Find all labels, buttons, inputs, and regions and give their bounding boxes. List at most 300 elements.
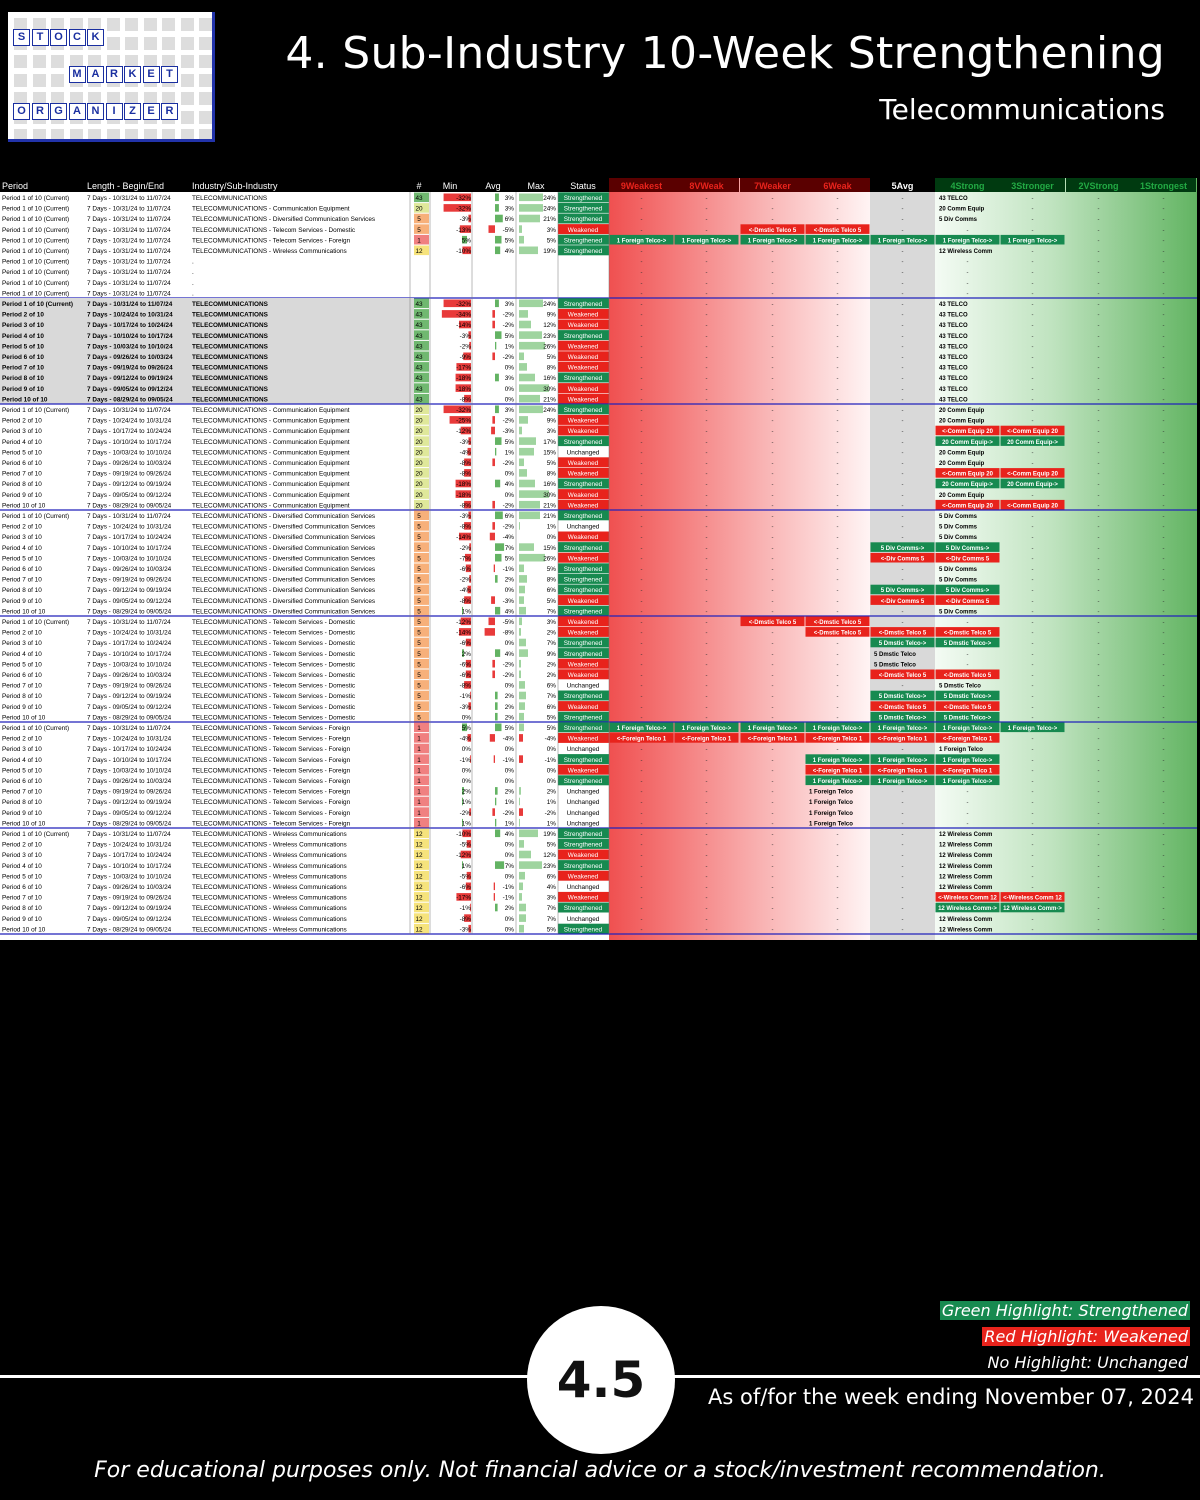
rank-dash: - (1031, 800, 1034, 807)
cell-min: 0% (461, 778, 471, 785)
rank-dash: - (771, 408, 774, 414)
cell-count: 5 (417, 587, 421, 595)
rank-dash: - (1031, 832, 1034, 838)
rank-dash: - (1097, 863, 1100, 870)
rank-dash: - (1162, 673, 1165, 679)
cell-max: 7% (546, 608, 556, 616)
cell-length: 7 Days - 08/29/24 to 09/05/24 (87, 502, 172, 510)
rank-dash: - (901, 365, 904, 372)
cell-max: 17% (543, 438, 556, 446)
cell-industry: TELECOMMUNICATIONS - Communication Equipment (192, 502, 350, 510)
cell-avg: -4% (502, 534, 514, 542)
cell-max: 21% (543, 216, 556, 224)
rank-dash: - (640, 344, 643, 351)
logo-grid-cell (181, 37, 194, 50)
rank-dash: - (705, 906, 708, 913)
cell-count: 12 (415, 905, 423, 913)
cell-industry: TELECOMMUNICATIONS - Communication Equipment (192, 481, 350, 489)
cell-count: 43 (415, 385, 423, 393)
rank-dash: - (771, 704, 774, 711)
rank-label: 1 Foreign Telco-> (1007, 726, 1058, 732)
rank-dash: - (705, 450, 708, 457)
rank-dash: - (836, 863, 839, 870)
cell-avg: -1% (502, 894, 514, 902)
rank-dash: - (705, 227, 708, 234)
rank-dash: - (901, 408, 904, 414)
rank-label: 1 Foreign Telco-> (812, 238, 863, 245)
max-bar (519, 321, 531, 329)
logo-grid-cell (199, 37, 212, 50)
cell-length: 7 Days - 10/24/24 to 10/31/24 (87, 523, 172, 531)
rank-label: 1 Foreign Telco-> (747, 726, 798, 732)
cell-period: Period 1 of 10 (Current) (2, 216, 70, 224)
rank-dash: - (1097, 418, 1100, 425)
rank-dash: - (1031, 577, 1034, 584)
rank-dash: - (901, 567, 904, 573)
rank-dash: - (901, 906, 904, 913)
cell-industry: TELECOMMUNICATIONS - Telecom Services - Domestic (192, 703, 356, 711)
cell-period: Period 3 of 10 (2, 322, 44, 330)
rank-dash: - (1031, 206, 1034, 213)
rank-label: 20 Comm Equip (939, 450, 985, 457)
cell-max: 5% (546, 597, 556, 605)
cell-industry: TELECOMMUNICATIONS - Telecom Services - Domestic (192, 672, 356, 679)
rank-dash: - (1097, 810, 1100, 817)
cell-min: -6% (459, 640, 471, 648)
rank-dash: - (1162, 503, 1165, 510)
logo-grid-cell (199, 111, 212, 124)
cell-count: 5 (417, 597, 421, 605)
rank-dash: - (901, 821, 904, 828)
cell-length: 7 Days - 10/03/24 to 10/10/24 (87, 555, 172, 563)
rank-dash: - (1097, 842, 1100, 849)
rank-dash: - (771, 524, 774, 531)
logo-letter: K (124, 66, 141, 83)
rank-dash: - (836, 196, 839, 202)
cell-min: 2% (461, 788, 471, 796)
rank-header-5: 5Avg (891, 181, 914, 191)
cell-min: -32% (456, 301, 471, 308)
cell-industry: TELECOMMUNICATIONS - Diversified Communication Services (192, 587, 376, 595)
cell-length: 7 Days - 10/03/24 to 10/10/24 (87, 767, 172, 775)
cell-count: 5 (417, 513, 421, 520)
cell-industry: TELECOMMUNICATIONS - Wireless Communications (192, 831, 347, 838)
rank-header-1: 1Strongest (1139, 181, 1188, 191)
cell-length: 7 Days - 09/19/24 to 09/26/24 (87, 682, 172, 690)
cell-min: -3% (459, 332, 471, 340)
cell-max: 3% (546, 226, 556, 234)
cell-industry: TELECOMMUNICATIONS - Telecom Services - Foreign (192, 237, 351, 245)
cell-length: 7 Days - 09/12/24 to 09/19/24 (87, 481, 172, 489)
cell-length: 7 Days - 10/24/24 to 10/31/24 (87, 629, 172, 637)
cell-avg: 0% (504, 746, 514, 754)
rank-label: 1 Foreign Telco-> (942, 726, 993, 732)
rank-dash: - (901, 429, 904, 436)
rank-header-7: 7Weaker (754, 181, 791, 191)
rank-dash: - (640, 524, 643, 531)
cell-min: -18% (456, 481, 471, 489)
cell-period: Period 10 of 10 (2, 714, 46, 722)
rank-dash: - (705, 514, 708, 520)
max-bar (519, 416, 528, 424)
max-bar (519, 787, 521, 795)
cell-industry: TELECOMMUNICATIONS - Diversified Communication Services (192, 544, 376, 552)
rank-dash: - (1031, 450, 1034, 457)
cell-length: 7 Days - 10/03/24 to 10/10/24 (87, 873, 172, 881)
cell-length: 7 Days - 10/31/24 to 11/07/24 (87, 301, 173, 308)
rank-dash: - (640, 694, 643, 701)
rank-dash: - (1162, 259, 1165, 266)
rank-dash: - (901, 291, 904, 298)
rank-label: 5 Div Comms (939, 524, 978, 531)
rank-dash: - (1031, 821, 1034, 828)
cell-count: 12 (415, 894, 423, 902)
rank-dash: - (771, 588, 774, 595)
cell-min: 1% (461, 608, 471, 616)
max-bar (519, 724, 524, 732)
rank-dash: - (705, 630, 708, 637)
cell-status: Weakened (567, 597, 599, 605)
rank-dash: - (1162, 312, 1165, 319)
cell-min: -4% (459, 449, 471, 457)
rank-dash: - (1162, 514, 1165, 520)
cell-period: Period 1 of 10 (Current) (2, 269, 70, 277)
max-bar (519, 734, 523, 742)
rank-dash: - (1162, 577, 1165, 584)
rank-label: 12 Wireless Comm (939, 863, 993, 870)
rank-dash: - (640, 386, 643, 393)
rank-dash: - (640, 482, 643, 489)
rank-dash: - (1097, 630, 1100, 637)
cell-count: 1 (417, 767, 421, 775)
cell-min: -8% (459, 915, 471, 923)
rank-label: 5 Dmstic Telco-> (878, 694, 927, 701)
cell-period: Period 9 of 10 (2, 385, 44, 393)
rank-dash: - (640, 503, 643, 510)
rank-dash: - (1097, 270, 1100, 277)
cell-max: 6% (546, 587, 556, 595)
logo-letter: O (13, 103, 30, 120)
rank-dash: - (1031, 259, 1034, 266)
rank-dash: - (1031, 927, 1034, 934)
rank-dash: - (1031, 588, 1034, 595)
cell-length: 7 Days - 10/31/24 to 11/07/24 (87, 258, 171, 266)
cell-industry: TELECOMMUNICATIONS (192, 322, 268, 330)
rank-dash: - (1097, 895, 1100, 902)
rank-dash: - (1162, 291, 1165, 298)
cell-period: Period 1 of 10 (Current) (2, 237, 70, 245)
cell-count: 12 (415, 926, 423, 934)
cell-avg: -1% (502, 566, 514, 573)
cell-status: Strengthened (563, 905, 603, 913)
max-bar (519, 660, 521, 668)
avg-bar (495, 702, 498, 710)
cell-avg: 1% (504, 820, 514, 828)
rank-label: <-Div Comms 5 (945, 556, 990, 563)
cell-avg: 0% (504, 470, 514, 478)
rank-dash: - (705, 916, 708, 923)
cell-status: Weakened (567, 555, 599, 563)
rank-dash: - (705, 471, 708, 478)
rank-label: 1 Foreign Telco-> (942, 779, 993, 785)
cell-min: -2% (459, 576, 471, 584)
cell-length: 7 Days - 10/31/24 to 11/07/24 (87, 248, 171, 255)
rank-label: <-Foreign Telco 1 (681, 736, 732, 743)
cell-period: Period 3 of 10 (2, 428, 42, 436)
rank-label: <-Dmstic Telco 5 (748, 620, 797, 626)
cell-status: Unchanged (566, 884, 600, 891)
avg-bar (495, 798, 496, 806)
rank-label: 5 Div Comms (939, 609, 978, 616)
legend-strengthened: Green Highlight: Strengthened (941, 1301, 1188, 1320)
rank-dash: - (640, 439, 643, 446)
rank-dash: - (836, 280, 839, 287)
cell-min: -8% (459, 523, 471, 531)
cell-status: Unchanged (566, 915, 600, 923)
rank-dash: - (901, 471, 904, 478)
cell-length: 7 Days - 10/31/24 to 11/07/24 (87, 216, 171, 224)
cell-status: Strengthened (563, 481, 603, 489)
rank-dash: - (771, 779, 774, 785)
cell-period: Period 10 of 10 (2, 820, 46, 828)
rank-dash: - (705, 874, 708, 881)
rank-dash: - (1031, 249, 1034, 255)
rank-dash: - (1162, 471, 1165, 478)
cell-min: -8% (459, 597, 471, 605)
max-bar (519, 247, 538, 255)
page-title: 4. Sub-Industry 10-Week Strengthening (285, 28, 1165, 79)
cell-industry: TELECOMMUNICATIONS - Communication Equipment (192, 407, 350, 414)
rank-dash: - (836, 683, 839, 690)
max-bar (519, 374, 535, 382)
rank-dash: - (705, 927, 708, 934)
cell-count: 5 (417, 544, 421, 552)
rank-dash: - (771, 429, 774, 436)
rank-dash: - (901, 842, 904, 849)
rank-dash: - (705, 291, 708, 298)
cell-length: 7 Days - 10/31/24 to 11/07/24 (87, 269, 171, 277)
rank-dash: - (836, 217, 839, 224)
rank-dash: - (1031, 736, 1034, 743)
rank-dash: - (836, 482, 839, 489)
rank-dash: - (771, 492, 774, 499)
avg-bar (492, 522, 495, 530)
rank-dash: - (901, 535, 904, 542)
header-length: Length - Begin/End (87, 181, 165, 191)
rank-dash: - (771, 662, 774, 669)
rank-dash: - (1097, 471, 1100, 478)
rank-dash: - (640, 832, 643, 838)
rank-dash: - (836, 906, 839, 913)
cell-avg: -2% (502, 502, 514, 510)
legend-unchanged: No Highlight: Unchanged (987, 1353, 1188, 1372)
cell-status: Strengthened (563, 205, 603, 213)
cell-length: 7 Days - 10/31/24 to 11/07/24 (87, 513, 171, 520)
rank-dash: - (901, 461, 904, 467)
rank-dash: - (771, 874, 774, 881)
cell-max: 5% (546, 354, 556, 361)
logo-grid-cell (33, 74, 46, 87)
rank-dash: - (705, 715, 708, 722)
rank-dash: - (1031, 609, 1034, 616)
cell-industry: TELECOMMUNICATIONS - Telecom Services - Foreign (192, 820, 351, 828)
cell-industry: TELECOMMUNICATIONS - Communication Equipment (192, 449, 350, 457)
cell-avg: 6% (504, 216, 514, 224)
rank-dash: - (771, 418, 774, 425)
cell-max: 19% (543, 248, 556, 255)
cell-count: 43 (415, 396, 423, 404)
rank-label: 5 Dmstic Telco-> (878, 715, 927, 722)
rank-dash: - (1097, 492, 1100, 499)
rank-dash: - (705, 863, 708, 870)
logo-letter: T (32, 29, 49, 46)
max-bar (519, 353, 524, 361)
avg-bar (495, 861, 504, 869)
rank-dash: - (901, 482, 904, 489)
cell-length: 7 Days - 10/17/24 to 10/24/24 (87, 322, 173, 330)
rank-dash: - (1162, 333, 1165, 340)
rank-dash: - (836, 588, 839, 595)
cell-avg: 0% (504, 587, 514, 595)
rank-dash: - (836, 206, 839, 213)
rank-dash: - (1097, 355, 1100, 361)
cell-min: -10% (456, 248, 471, 255)
rank-dash: - (1162, 535, 1165, 542)
rank-dash: - (771, 885, 774, 891)
avg-bar (489, 618, 496, 626)
rank-dash: - (901, 386, 904, 393)
rank-dash: - (771, 439, 774, 446)
cell-min: -6% (459, 884, 471, 891)
max-bar (519, 883, 523, 891)
cell-min: 1% (461, 820, 471, 828)
avg-bar (494, 883, 495, 891)
cell-avg: -1% (502, 756, 514, 764)
cell-avg: 0% (504, 852, 514, 860)
rank-dash: - (1031, 620, 1034, 626)
cell-length: 7 Days - 10/31/24 to 11/07/24 (87, 725, 171, 732)
cell-count: 12 (415, 841, 423, 849)
cell-industry: TELECOMMUNICATIONS - Telecom Services - Domestic (192, 650, 356, 658)
cell-count: 5 (417, 650, 421, 658)
cell-avg: 1% (504, 799, 514, 807)
cell-industry: TELECOMMUNICATIONS (192, 375, 268, 383)
cell-industry: TELECOMMUNICATIONS - Diversified Communication Services (192, 597, 376, 605)
rank-dash: - (705, 577, 708, 584)
rank-dash: - (1097, 641, 1100, 648)
rank-dash: - (901, 206, 904, 213)
rank-label: 12 Wireless Comm (939, 916, 993, 923)
rank-dash: - (836, 874, 839, 881)
cell-length: 7 Days - 09/19/24 to 09/26/24 (87, 470, 172, 478)
cell-length: 7 Days - 10/31/24 to 11/07/24 (87, 237, 171, 245)
avg-bar (495, 607, 500, 615)
rank-dash: - (771, 482, 774, 489)
cell-length: 7 Days - 10/17/24 to 10/24/24 (87, 746, 172, 754)
rank-dash: - (640, 715, 643, 722)
cell-avg: 6% (504, 513, 514, 520)
cell-status: Weakened (567, 226, 599, 234)
cell-min: -10% (456, 831, 471, 838)
rank-dash: - (1162, 249, 1165, 255)
cell-period: Period 6 of 10 (2, 884, 42, 891)
cell-min: 0% (461, 746, 471, 754)
cell-length: 7 Days - 09/05/24 to 09/12/24 (87, 809, 172, 817)
avg-bar (492, 416, 495, 424)
rank-label: <-Comm Equip 20 (942, 471, 993, 478)
rank-dash: - (640, 333, 643, 340)
cell-length: 7 Days - 10/31/24 to 11/07/24 (87, 279, 171, 287)
cell-count: 5 (417, 640, 421, 648)
cell-industry: TELECOMMUNICATIONS - Wireless Communications (192, 248, 347, 255)
avg-bar (490, 734, 495, 742)
cell-count: 12 (415, 862, 423, 870)
max-bar (519, 565, 524, 573)
cell-length: 7 Days - 10/10/24 to 10/17/24 (87, 862, 172, 870)
rank-dash: - (1097, 832, 1100, 838)
cell-length: 7 Days - 10/17/24 to 10/24/24 (87, 428, 172, 436)
avg-bar (495, 904, 498, 912)
cell-avg: -2% (502, 311, 514, 319)
cell-period: Period 5 of 10 (2, 449, 42, 457)
rank-label: 5 Div Comms (939, 577, 978, 584)
cell-max: 23% (543, 862, 556, 870)
cell-min: 1% (461, 862, 471, 870)
cell-count: 5 (417, 693, 421, 701)
rank-label: 12 Wireless Comm-> (1003, 906, 1062, 913)
rank-label: 1 Foreign Telco (809, 810, 853, 817)
cell-max: 15% (543, 544, 556, 552)
rank-label: 1 Foreign Telco-> (681, 726, 732, 732)
cell-period: Period 5 of 10 (2, 343, 44, 351)
rank-dash: - (771, 291, 774, 298)
cell-count: 20 (415, 449, 423, 457)
rank-label: <-Dmstic Telco 5 (943, 704, 992, 711)
logo-grid-cell (162, 18, 175, 31)
cell-length: 7 Days - 08/29/24 to 09/05/24 (87, 714, 172, 722)
rank-label: <-Dmstic Telco 5 (813, 620, 862, 626)
rank-dash: - (1162, 874, 1165, 881)
cell-min: -5% (459, 841, 471, 849)
rank-dash: - (1162, 217, 1165, 224)
cell-industry: . (192, 269, 194, 277)
max-bar (519, 225, 522, 233)
rank-dash: - (1031, 747, 1034, 754)
cell-avg: 3% (504, 195, 514, 202)
cell-count: 5 (417, 523, 421, 531)
rank-dash: - (771, 535, 774, 542)
rank-label: 5 Div Comms-> (880, 588, 925, 595)
cell-count: 43 (415, 332, 423, 340)
cell-period: Period 3 of 10 (2, 640, 42, 648)
avg-bar (495, 247, 500, 255)
rank-label: 5 Dmstic Telco (874, 651, 916, 658)
rank-dash: - (1162, 482, 1165, 489)
cell-length: 7 Days - 10/10/24 to 10/17/24 (87, 332, 173, 340)
cell-min: -6% (459, 672, 471, 679)
rank-dash: - (1097, 567, 1100, 573)
rank-label: 5 Div Comms (939, 514, 978, 520)
rank-dash: - (901, 863, 904, 870)
cell-max: 0% (546, 746, 556, 754)
cell-status: Weakened (567, 322, 599, 330)
rank-label: <-Foreign Telco 1 (812, 736, 863, 743)
rank-dash: - (1097, 800, 1100, 807)
disclaimer: For educational purposes only. Not financial advice or a stock/investment recommendation. (94, 1458, 1106, 1483)
rank-dash: - (1162, 492, 1165, 499)
rank-dash: - (1097, 217, 1100, 224)
rank-dash: - (1162, 736, 1165, 743)
